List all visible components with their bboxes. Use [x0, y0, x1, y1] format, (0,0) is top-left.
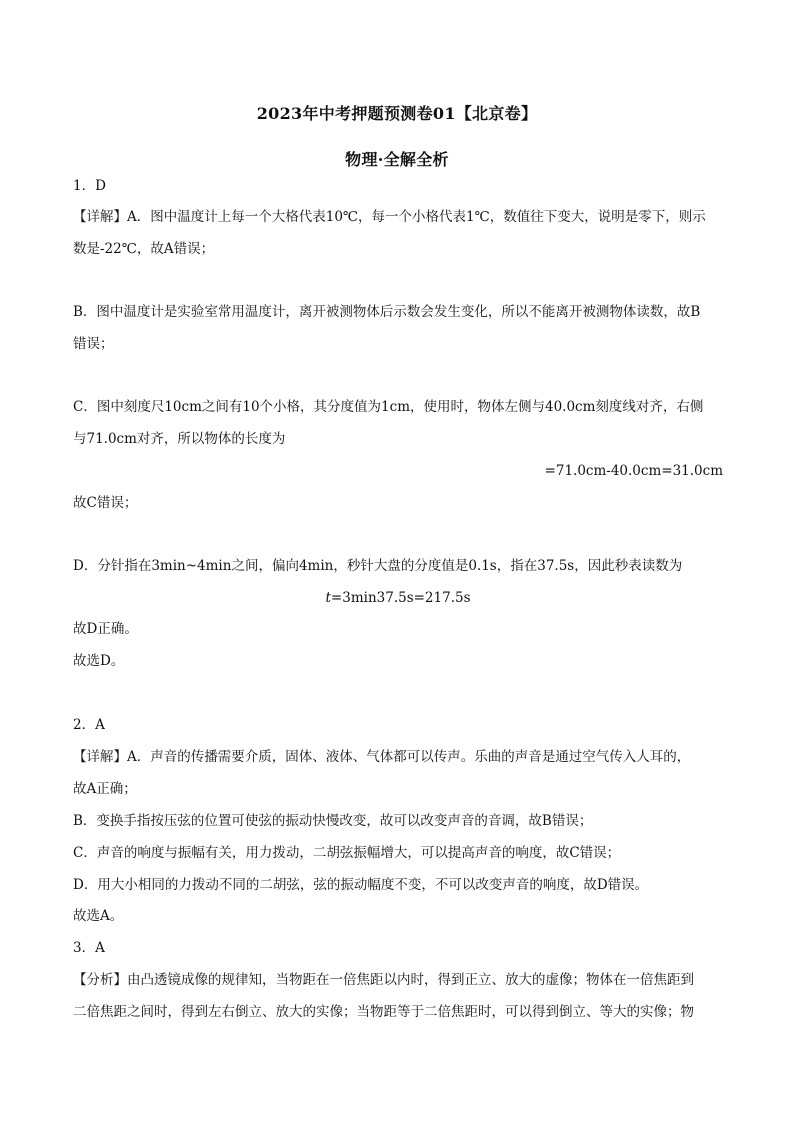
q2-answer-label: 2．A: [73, 717, 105, 733]
q1-option-b-line1: B．图中温度计是实验室常用温度计，离开被测物体后示数会发生变化，所以不能离开被测物体读数，故B: [73, 304, 701, 320]
document-title: 2023年中考押题预测卷01【北京卷】: [256, 104, 538, 123]
q3-analysis-line1: 【分析】由凸透镜成像的规律知，当物距在一倍焦距以内时，得到正立、放大的虚像；物体在一倍焦距到: [73, 972, 694, 988]
q2-option-a-line2: 故A正确；: [73, 781, 137, 797]
q2-option-b: B．变换手指按压弦的位置可使弦的振动快慢改变，故可以改变声音的音调，故B错误；: [73, 813, 593, 829]
q1-conclusion: 故选D。: [73, 653, 125, 669]
q2-option-c: C．声音的响度与振幅有关，用力拨动，二胡弦振幅增大，可以提高声音的响度，故C错误；: [73, 845, 621, 861]
q2-option-d: D．用大小相同的力拨动不同的二胡弦，弦的振动幅度不变，不可以改变声音的响度，故D错误。: [73, 877, 649, 893]
q1-option-c-line2: 与71.0cm对齐，所以物体的长度为: [73, 431, 286, 447]
q1-option-d-formula: [73, 589, 723, 607]
q1-formula-variable: t: [325, 590, 331, 606]
q2-option-a-line1: 【详解】A．声音的传播需要介质，固体、液体、气体都可以传声。乐曲的声音是通过空气传入人耳的，: [73, 749, 691, 765]
q3-answer-label: 3．A: [73, 940, 105, 956]
document-subtitle: 物理·全解全析: [345, 150, 449, 169]
q3-analysis-line2: 二倍焦距之间时，得到左右倒立、放大的实像；当物距等于二倍焦距时，可以得到倒立、等大的实像；物: [73, 1004, 694, 1020]
q1-option-c-formula: =71.0cm-40.0cm=31.0cm: [544, 463, 723, 479]
q1-option-d-line2: 故D正确。: [73, 621, 138, 637]
q1-answer-label: 1．D: [73, 178, 106, 194]
q1-option-c-line1: C．图中刻度尺10cm之间有10个小格，其分度值为1cm，使用时，物体左侧与40.0cm刻度线对齐，右侧: [73, 399, 704, 415]
q1-option-d-line1: D．分针指在3min~4min之间，偏向4min，秒针大盘的分度值是0.1s，指在37.5s，因此秒表读数为: [73, 558, 683, 574]
q1-option-b-line2: 错误；: [73, 336, 114, 352]
q1-option-c-line3: 故C错误；: [73, 495, 138, 511]
q1-formula-value: =3min37.5s=217.5s: [330, 590, 471, 606]
q1-option-a-line1: 【详解】A．图中温度计上每一个大格代表10℃，每一个小格代表1℃，数值往下变大，说明是零下，则示: [73, 209, 706, 225]
q1-option-a-line2: 数是-22℃，故A错误；: [73, 241, 215, 257]
q2-conclusion: 故选A。: [73, 908, 124, 924]
